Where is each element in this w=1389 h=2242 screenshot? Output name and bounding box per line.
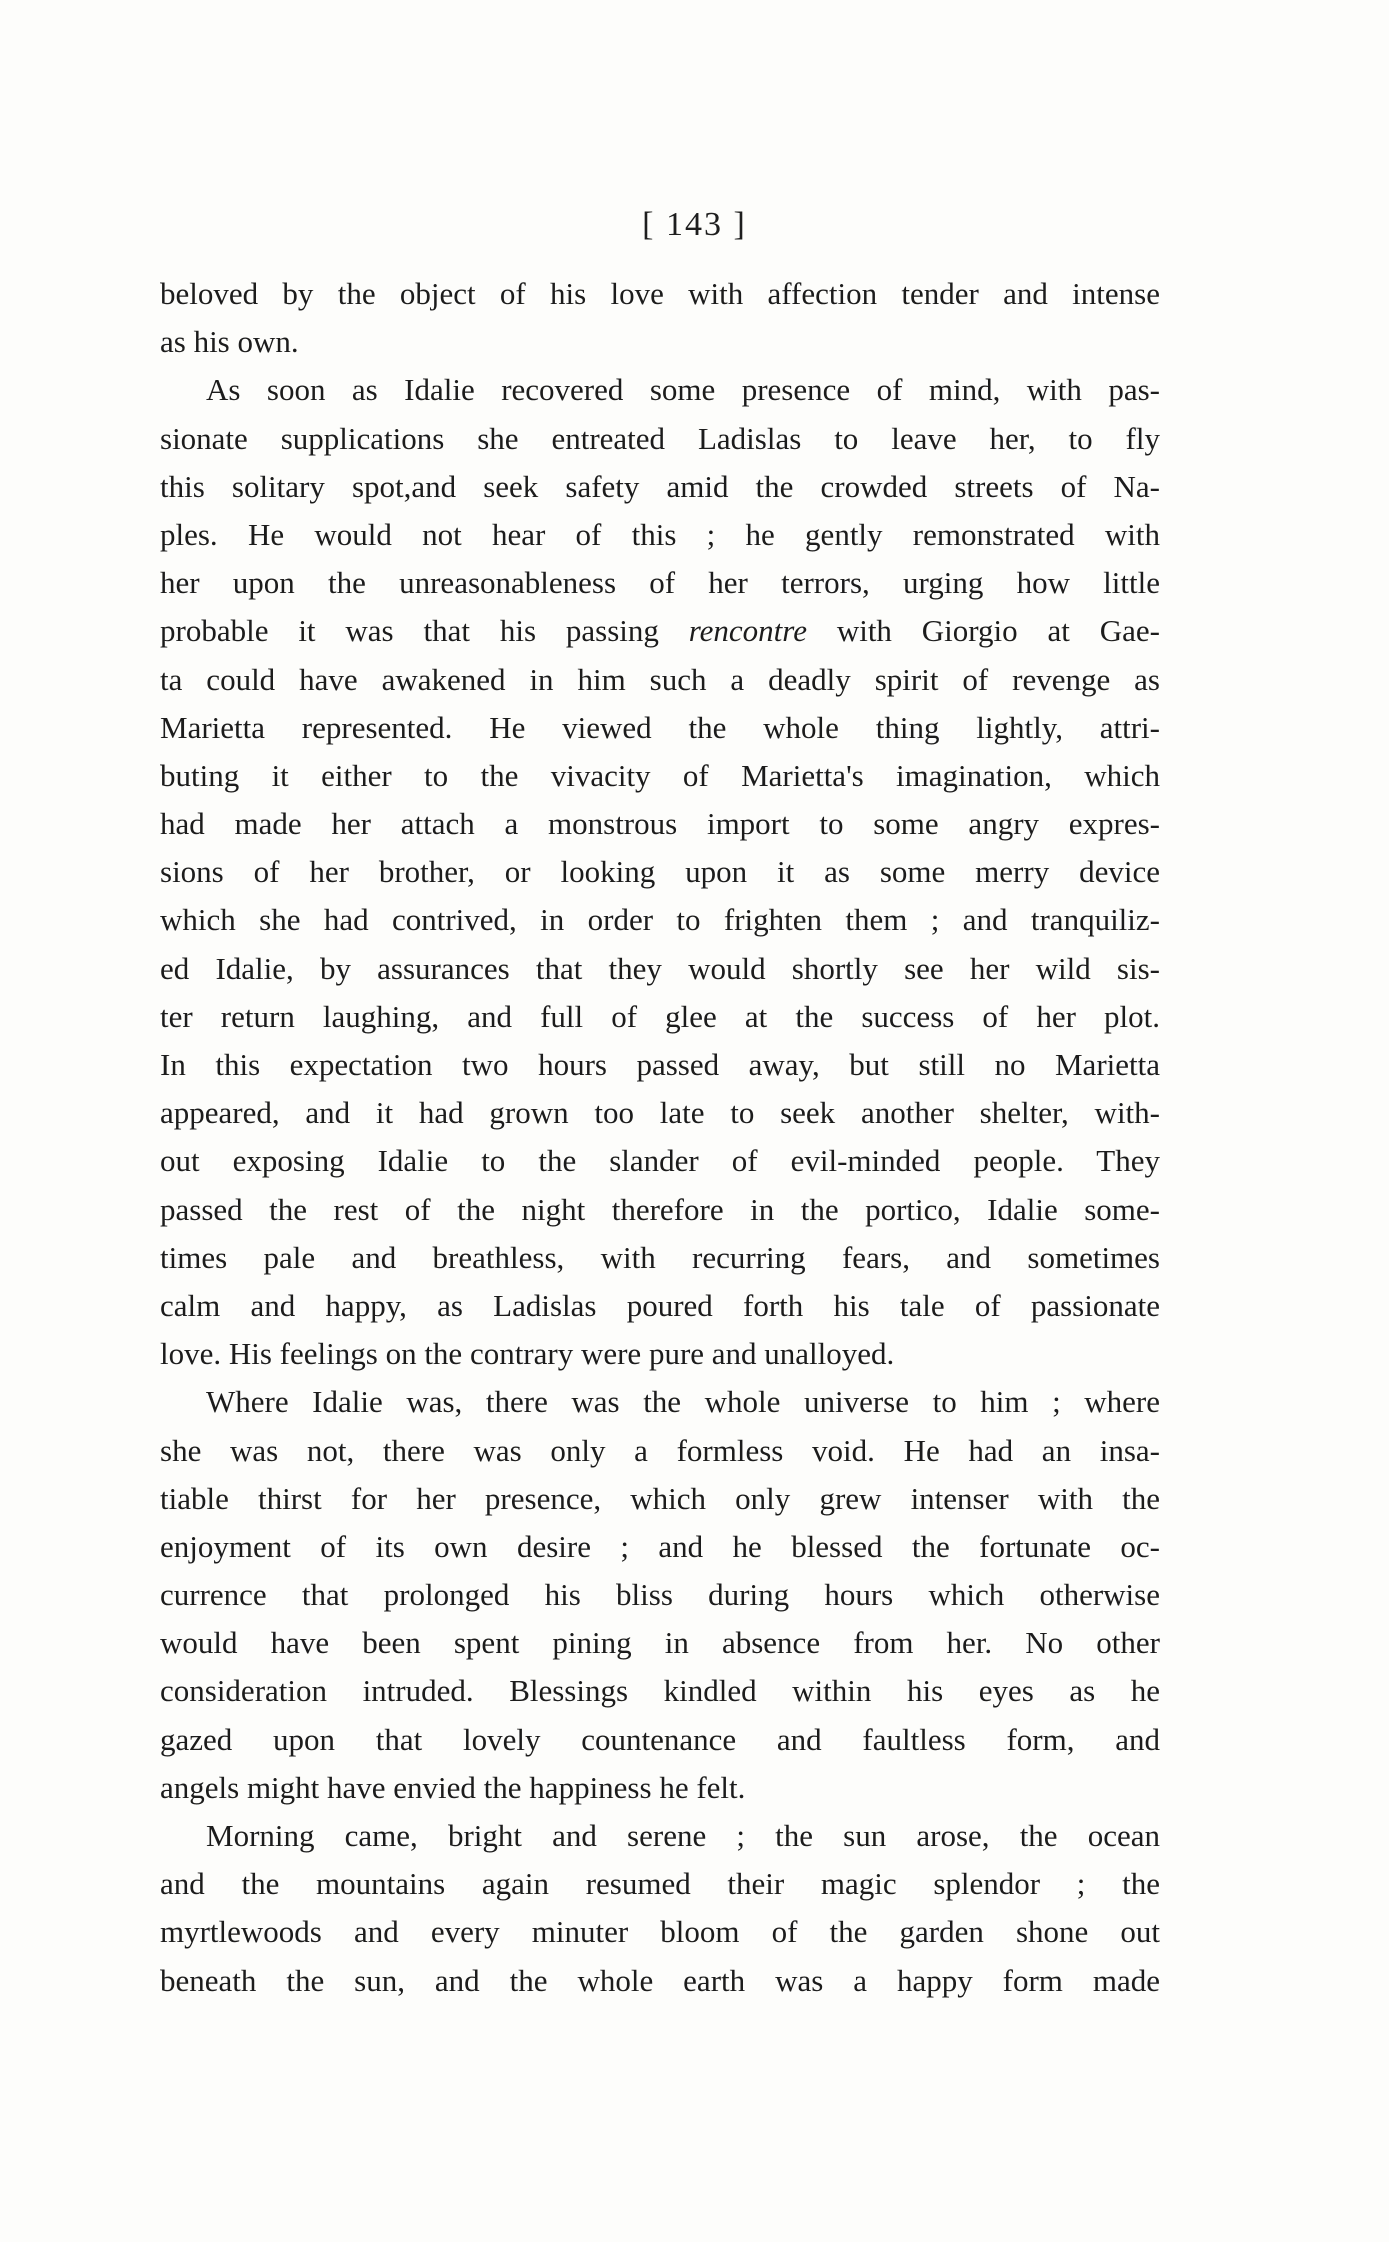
page-number: [ 143 ] [642, 206, 747, 243]
text-line: ples. He would not hear of this ; he gently remonstrated with [160, 516, 1160, 552]
text-line: ed Idalie, by assurances that they would shortly see her wild sis- [160, 950, 1160, 986]
text-line: gazed upon that lovely countenance and faultless form, and [160, 1721, 1160, 1757]
text-line: Marietta represented. He viewed the whole thing lightly, attri- [160, 709, 1160, 745]
text-line: appeared, and it had grown too late to seek another shelter, with- [160, 1095, 1160, 1131]
text-line: love. His feelings on the contrary were pure and unalloyed. [160, 1336, 895, 1372]
text-line: as his own. [160, 324, 299, 360]
text-line: she was not, there was only a formless void. He had an insa- [160, 1432, 1160, 1468]
text-line: enjoyment of its own desire ; and he blessed the fortunate oc- [160, 1528, 1160, 1564]
text-line: out exposing Idalie to the slander of evil-minded people. They [160, 1143, 1160, 1179]
text-line: tiable thirst for her presence, which only grew intenser with the [160, 1480, 1160, 1516]
text-line: which she had contrived, in order to frighten them ; and tranquiliz- [160, 902, 1160, 938]
text-line: consideration intruded. Blessings kindled within his eyes as he [160, 1673, 1160, 1709]
text-line: this solitary spot,and seek safety amid the crowded streets of Na- [160, 468, 1160, 504]
text-line: In this expectation two hours passed away, but still no Marietta [160, 1047, 1160, 1082]
text-line: angels might have envied the happiness he felt. [160, 1769, 746, 1805]
text-line: Where Idalie was, there was the whole universe to him ; where [206, 1384, 1160, 1420]
text-line: Morning came, bright and serene ; the sun arose, the ocean [206, 1818, 1160, 1853]
text-line: buting it either to the vivacity of Marietta's imagination, which [160, 757, 1160, 793]
text-line: had made her attach a monstrous import to some angry expres- [160, 806, 1160, 842]
text-line: ter return laughing, and full of glee at the success of her plot. [160, 998, 1160, 1034]
text-line: beneath the sun, and the whole earth was a happy form made [160, 1962, 1160, 1998]
text-line: beloved by the object of his love with affection tender and intense [160, 276, 1160, 311]
text-line: and the mountains again resumed their magic splendor ; the [160, 1866, 1160, 1902]
body-text [160, 270, 1160, 2005]
text-line: myrtlewoods and every minuter bloom of the garden shone out [160, 1914, 1160, 1950]
text-line: As soon as Idalie recovered some presence of mind, with pas- [206, 372, 1160, 408]
text-line: sions of her brother, or looking upon it as some merry device [160, 854, 1160, 890]
text-line: ta could have awakened in him such a deadly spirit of revenge as [160, 661, 1160, 697]
text-line: passed the rest of the night therefore in the portico, Idalie some- [160, 1191, 1160, 1227]
text-line: times pale and breathless, with recurring fears, and sometimes [160, 1239, 1160, 1275]
text-line: sionate supplications she entreated Ladislas to leave her, to fly [160, 420, 1160, 456]
text-line: would have been spent pining in absence from her. No other [160, 1625, 1160, 1661]
text-line: her upon the unreasonableness of her terrors, urging how little [160, 565, 1160, 601]
text-line: calm and happy, as Ladislas poured forth his tale of passionate [160, 1287, 1160, 1323]
text-line: currence that prolonged his bliss during hours which otherwise [160, 1577, 1160, 1613]
text-line: probable it was that his passing rencontre with Giorgio at Gae- [160, 613, 1160, 649]
